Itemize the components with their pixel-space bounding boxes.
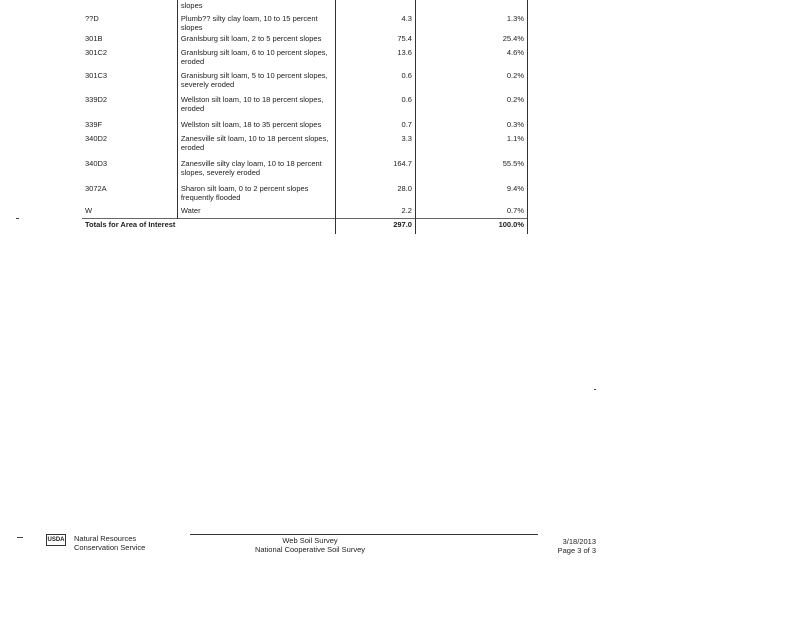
acres-in-aoi: 2.2 xyxy=(336,205,416,219)
map-unit-symbol: 339D2 xyxy=(85,95,108,104)
map-unit-name: Water xyxy=(177,205,335,219)
map-unit-row xyxy=(82,94,528,119)
map-unit-row xyxy=(82,119,528,133)
agency-line-1: Natural Resources xyxy=(74,534,137,543)
map-unit-row xyxy=(82,0,528,13)
map-unit-row xyxy=(82,13,528,33)
percent-of-aoi: 0.7% xyxy=(415,205,527,219)
map-unit-row xyxy=(82,205,528,219)
percent-of-aoi: 1.3% xyxy=(415,13,527,33)
acres-in-aoi: 164.7 xyxy=(336,158,416,183)
acres-in-aoi: 3.3 xyxy=(336,133,416,158)
percent-of-aoi: 1.1% xyxy=(415,133,527,158)
page-footer xyxy=(40,531,596,561)
scan-speck xyxy=(17,537,23,538)
percent-of-aoi: 25.4% xyxy=(415,33,527,47)
map-unit-row xyxy=(82,33,528,47)
map-unit-name: Granisburg silt loam, 5 to 10 percent slopes, severely eroded xyxy=(177,70,335,94)
print-date: 3/18/2013 xyxy=(562,537,596,546)
map-unit-symbol: 301B xyxy=(85,34,103,43)
acres-in-aoi: 0.7 xyxy=(336,119,416,133)
map-unit-table xyxy=(82,0,528,234)
map-unit-symbol: ??D xyxy=(85,14,99,23)
totals-row xyxy=(82,219,528,235)
totals-label: Totals for Area of Interest xyxy=(82,219,336,235)
survey-subtitle: National Cooperative Soil Survey xyxy=(254,545,366,554)
map-unit-row xyxy=(82,133,528,158)
percent-of-aoi: 4.6% xyxy=(415,47,527,70)
map-unit-symbol xyxy=(82,0,177,13)
map-unit-symbol: 301C3 xyxy=(85,71,108,80)
map-unit-name: Zanesville silt loam, 10 to 18 percent slopes, eroded xyxy=(177,133,335,158)
percent-of-aoi: 0.2% xyxy=(415,70,527,94)
map-unit-row xyxy=(82,158,528,183)
map-unit-name: Sharon silt loam, 0 to 2 percent slopes frequently flooded xyxy=(177,183,335,205)
map-unit-name: Wellston silt loam, 10 to 18 percent slopes, eroded xyxy=(177,94,335,119)
map-unit-name: Plumb?? silty clay loam, 10 to 15 percent slopes xyxy=(177,13,335,33)
map-unit-symbol: 340D2 xyxy=(85,134,108,143)
footer-rule xyxy=(190,534,538,535)
agency-name xyxy=(74,534,145,552)
acres-in-aoi: 13.6 xyxy=(336,47,416,70)
acres-in-aoi xyxy=(336,0,416,13)
percent-of-aoi: 0.2% xyxy=(415,94,527,119)
percent-of-aoi: 55.5% xyxy=(415,158,527,183)
footer-center xyxy=(230,536,390,554)
agency-line-2: Conservation Service xyxy=(74,543,146,552)
totals-acres: 297.0 xyxy=(336,219,416,235)
survey-title: Web Soil Survey xyxy=(282,536,338,545)
map-unit-symbol: 339F xyxy=(85,120,103,129)
map-unit-name: Granlsburg silt loam, 2 to 5 percent slopes xyxy=(177,33,335,47)
map-unit-row xyxy=(82,183,528,205)
map-unit-symbol: 3072A xyxy=(85,184,107,193)
acres-in-aoi: 0.6 xyxy=(336,70,416,94)
percent-of-aoi: 9.4% xyxy=(415,183,527,205)
map-unit-row xyxy=(82,47,528,70)
map-unit-symbol: W xyxy=(85,206,93,215)
map-unit-name: Granlsburg silt loam, 6 to 10 percent slopes, eroded xyxy=(177,47,335,70)
percent-of-aoi: 0.3% xyxy=(415,119,527,133)
scan-speck xyxy=(16,218,19,219)
map-unit-name: slopes xyxy=(177,0,335,13)
acres-in-aoi: 4.3 xyxy=(336,13,416,33)
map-unit-name: Wellston silt loam, 18 to 35 percent slopes xyxy=(177,119,335,133)
map-unit-symbol: 301C2 xyxy=(85,48,108,57)
map-unit-name: Zanesville silty clay loam, 10 to 18 percent slopes, severely eroded xyxy=(177,158,335,183)
map-unit-row xyxy=(82,70,528,94)
percent-of-aoi xyxy=(415,0,527,13)
map-unit-table-body xyxy=(82,0,528,234)
usda-logo: USDA xyxy=(46,534,66,546)
scan-speck xyxy=(594,389,596,390)
acres-in-aoi: 0.6 xyxy=(336,94,416,119)
page-number: Page 3 of 3 xyxy=(557,546,596,555)
totals-percent: 100.0% xyxy=(415,219,527,235)
acres-in-aoi: 28.0 xyxy=(336,183,416,205)
footer-right xyxy=(506,537,596,555)
acres-in-aoi: 75.4 xyxy=(336,33,416,47)
map-unit-symbol: 340D3 xyxy=(85,159,108,168)
